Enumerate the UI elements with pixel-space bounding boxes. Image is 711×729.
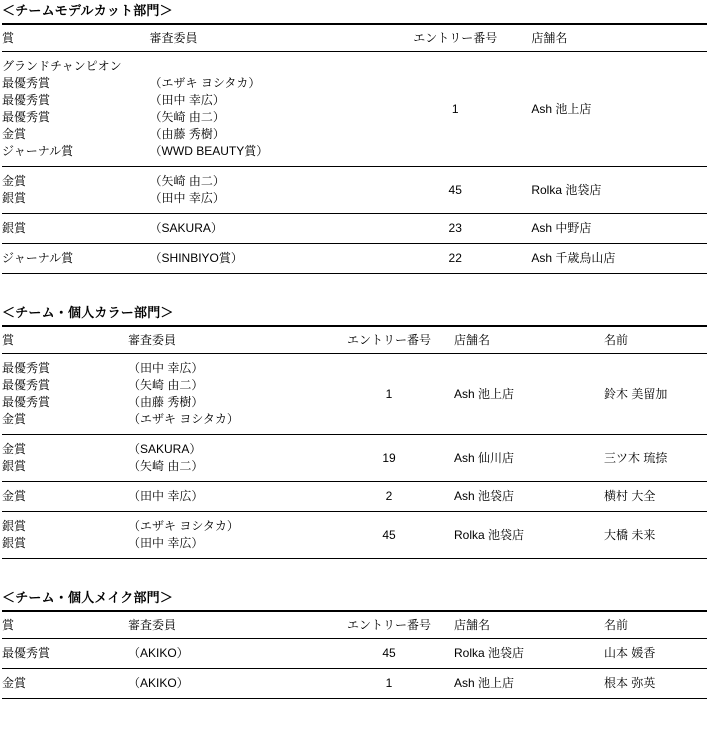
award-line: 最優秀賞 [2, 646, 51, 660]
judge-line: （AKIKO） [128, 676, 189, 690]
column-header-judge: 審査委員 [150, 25, 380, 52]
table-header-row [2, 25, 707, 52]
award-line: 金賞 [2, 676, 27, 690]
cell-award [2, 354, 128, 435]
cell-award [2, 512, 128, 559]
column-header-judge: 審査委員 [128, 612, 324, 639]
table-row [2, 52, 707, 167]
award-line: グランドチャンピオン [2, 59, 122, 73]
judge-line: （矢崎 由二） [149, 110, 225, 124]
column-header-shop: 店舗名 [454, 327, 604, 354]
cell-judge [150, 167, 380, 214]
cell-award [2, 435, 128, 482]
awards-table [2, 612, 707, 699]
cell-name: 鈴木 美留加 [604, 354, 707, 435]
section-title: ＜チームモデルカット部門＞ [2, 3, 173, 18]
cell-shop: Ash 池上店 [531, 52, 707, 167]
column-header-shop: 店舗名 [531, 25, 707, 52]
cell-judge [150, 244, 380, 274]
section-gap [0, 559, 711, 587]
award-line: 銀賞 [2, 536, 27, 550]
section-title: ＜チーム・個人メイク部門＞ [2, 590, 174, 605]
cell-shop: Ash 池袋店 [454, 482, 604, 512]
judge-line: （矢崎 由二） [149, 174, 225, 188]
judge-line: （田中 幸広） [149, 93, 225, 107]
cell-shop: Ash 池上店 [454, 354, 604, 435]
cell-shop: Rolka 池袋店 [531, 167, 707, 214]
cell-entry-number: 1 [379, 52, 531, 167]
cell-shop: Ash 千歳烏山店 [531, 244, 707, 274]
cell-award [2, 244, 150, 274]
cell-shop: Ash 中野店 [531, 214, 707, 244]
cell-award [2, 52, 150, 167]
judge-line: （田中 幸広） [128, 361, 204, 375]
award-line: 銀賞 [2, 459, 27, 473]
table-row [2, 435, 707, 482]
cell-name: 三ツ木 琉捺 [604, 435, 707, 482]
judge-line: （SAKURA） [128, 442, 202, 456]
column-header-entry-number: エントリー番号 [324, 612, 454, 639]
award-line: 最優秀賞 [2, 110, 51, 124]
judge-line: （エザキ ヨシタカ） [149, 76, 261, 90]
cell-award [2, 482, 128, 512]
cell-entry-number: 1 [324, 354, 454, 435]
award-line: ジャーナル賞 [2, 251, 74, 265]
award-line: 最優秀賞 [2, 76, 51, 90]
award-line: 金賞 [2, 174, 27, 188]
table-row [2, 669, 707, 699]
award-line: 金賞 [2, 412, 27, 426]
column-header-award: 賞 [2, 327, 128, 354]
cell-award [2, 669, 128, 699]
award-line: 最優秀賞 [2, 93, 51, 107]
table-header-row [2, 327, 707, 354]
awards-table [2, 25, 707, 274]
cell-judge [128, 669, 324, 699]
cell-award [2, 167, 150, 214]
judge-line: （由藤 秀樹） [128, 395, 204, 409]
judge-line: （WWD BEAUTY賞） [149, 144, 269, 158]
cell-name: 横村 大全 [604, 482, 707, 512]
section-gap [0, 274, 711, 302]
table-header-row [2, 612, 707, 639]
cell-shop: Ash 仙川店 [454, 435, 604, 482]
judge-line: （田中 幸広） [128, 489, 204, 503]
cell-shop: Ash 池上店 [454, 669, 604, 699]
award-line: 最優秀賞 [2, 361, 51, 375]
judge-line: （矢崎 由二） [128, 378, 204, 392]
judge-line: （矢崎 由二） [128, 459, 204, 473]
column-header-judge: 審査委員 [128, 327, 324, 354]
table-row [2, 167, 707, 214]
column-header-entry-number: エントリー番号 [324, 327, 454, 354]
table-row [2, 244, 707, 274]
cell-entry-number: 45 [379, 167, 531, 214]
cell-name: 根本 弥英 [604, 669, 707, 699]
cell-judge [128, 639, 324, 669]
award-line: 金賞 [2, 442, 27, 456]
cell-judge [150, 214, 380, 244]
cell-entry-number: 1 [324, 669, 454, 699]
awards-table [2, 327, 707, 559]
cell-name: 大橋 未来 [604, 512, 707, 559]
award-line: 最優秀賞 [2, 395, 51, 409]
cell-entry-number: 19 [324, 435, 454, 482]
cell-award [2, 639, 128, 669]
section-team-individual-color [0, 302, 711, 559]
cell-entry-number: 45 [324, 639, 454, 669]
cell-entry-number: 2 [324, 482, 454, 512]
judge-line: （SHINBIYO賞） [149, 251, 243, 265]
table-row [2, 482, 707, 512]
cell-entry-number: 23 [379, 214, 531, 244]
cell-shop: Rolka 池袋店 [454, 512, 604, 559]
column-header-name: 名前 [604, 327, 707, 354]
award-line: 最優秀賞 [2, 378, 51, 392]
cell-name: 山本 媛香 [604, 639, 707, 669]
judge-line: （田中 幸広） [128, 536, 204, 550]
column-header-entry-number: エントリー番号 [379, 25, 531, 52]
award-line: 銀賞 [2, 519, 27, 533]
section-team-model-cut [0, 0, 711, 274]
judge-line: （エザキ ヨシタカ） [128, 519, 239, 533]
table-row [2, 354, 707, 435]
award-line: 金賞 [2, 489, 27, 503]
judge-line: （SAKURA） [149, 221, 223, 235]
column-header-shop: 店舗名 [454, 612, 604, 639]
cell-award [2, 214, 150, 244]
cell-judge [128, 482, 324, 512]
award-line: 銀賞 [2, 191, 27, 205]
column-header-name: 名前 [604, 612, 707, 639]
judge-line: （AKIKO） [128, 646, 189, 660]
judge-line: （田中 幸広） [149, 191, 225, 205]
cell-judge [128, 512, 324, 559]
table-row [2, 214, 707, 244]
table-row [2, 512, 707, 559]
award-line: 金賞 [2, 127, 27, 141]
cell-judge [128, 354, 324, 435]
column-header-award: 賞 [2, 25, 150, 52]
section-team-individual-makeup [0, 587, 711, 699]
cell-shop: Rolka 池袋店 [454, 639, 604, 669]
cell-entry-number: 22 [379, 244, 531, 274]
judge-line: （由藤 秀樹） [149, 127, 225, 141]
award-line: ジャーナル賞 [2, 144, 74, 158]
judge-line [150, 58, 380, 75]
cell-judge [128, 435, 324, 482]
column-header-award: 賞 [2, 612, 128, 639]
cell-judge [150, 52, 380, 167]
cell-entry-number: 45 [324, 512, 454, 559]
table-row [2, 639, 707, 669]
section-title: ＜チーム・個人カラー部門＞ [2, 305, 174, 320]
judge-line: （エザキ ヨシタカ） [128, 412, 239, 426]
award-line: 銀賞 [2, 221, 27, 235]
